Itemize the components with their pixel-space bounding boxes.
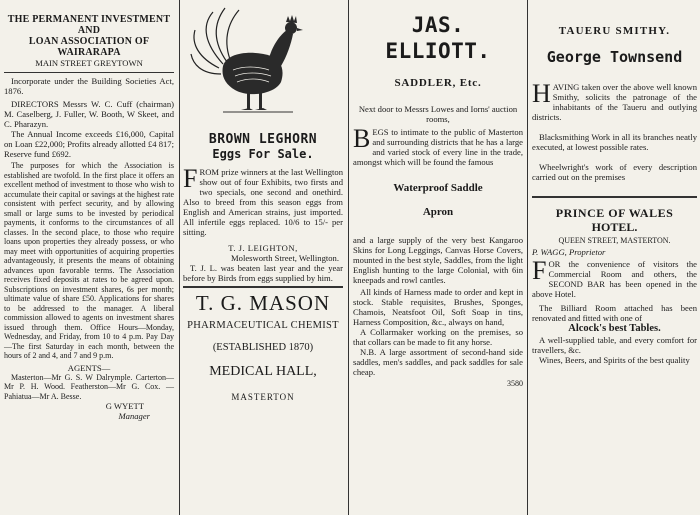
leghorn-title: BROWN LEGHORN xyxy=(208,132,318,147)
saddler-location: Next door to Messrs Lowes and Iorns' auction rooms, xyxy=(358,104,518,124)
hotel-body-4: Wines, Beers, and Spirits of the best quality xyxy=(539,354,690,365)
smithy-body-3: Wheelwright's work of every description carried out on the premises xyxy=(532,162,697,182)
elliott-saddler-ad xyxy=(350,0,526,515)
association-title-line2: LOAN ASSOCIATION OF WAIRARAPA xyxy=(28,36,150,58)
column-rule xyxy=(348,0,349,515)
medical-hall: MEDICAL HALL, xyxy=(209,364,317,379)
association-body: The purposes for which the Association is established are twofold. In the first place it offers an excellent method of investment to those who wish to accumulate their capital or savings at the highest rate consistent with perfect security, and by allowing small or large sums to be invested by periodical payments, it conforms to the circumstances of all classes. In the second place, to those who require loans upon properties they already possess, or who may meet with opportunities of acquiring properties advantageously, it presents the means of obtaining advances upon favorable terms. The Association receives fixed deposits at rates to be agreed upon. Subscriptions on investment shares, 6s per month; ultimate value of share £50. Applications for shares to be addressed to the manager. A liberal commission allowed to agents on investment shares issued through them. Office Hours—Monday, Wednesday, and Friday, from 10 to 4 p.m. Pay Day—The first Saturday in each month, between the hours of 2 and 4, and 7 and 9 p.m. xyxy=(4,161,174,360)
manager-title: Manager xyxy=(118,411,150,421)
rooster-illustration xyxy=(183,4,343,122)
mason-profession: PHARMACEUTICAL CHEMIST xyxy=(187,320,339,331)
agents-list: Masterton—Mr G. S. W Dalrymple. Carterton—Mr P. H. Wood. Featherston—Mr G. Cox. —Pahiatua—Mr A. Besse. xyxy=(4,372,174,401)
leghorn-subtitle: Eggs For Sale. xyxy=(212,147,314,161)
saddler-body-2: All kinds of Harness made to order and kept in stock. Stable requisites, Brushes, Sponges, Chamois, Neatsfoot Oil, Soft Soap in tins, Harness Composition, &c., always on hand, xyxy=(353,287,523,327)
smithy-body-2: Blacksmithing Work in all its branches neatly executed, at lowest possible rates. xyxy=(532,132,697,152)
divider xyxy=(532,196,697,198)
smithy-body-1-text: AVING taken over the above well known Smithy, solicits the patronage of the inhabitants of the Taueru and outlying districts. xyxy=(532,82,697,122)
association-title-line1: THE PERMANENT INVESTMENT AND xyxy=(7,14,171,36)
saddler-body-1: and a large supply of the very best Kangaroo Skins for Long Leggings, Canvas Horse Covers, mounted in the best style, Saddles, from the light English hunting to the large Colonial, with 6in kneepads and rowl cantles. xyxy=(353,235,523,285)
saddle-apron-line2: Apron xyxy=(422,206,454,218)
smithy-body-1 xyxy=(532,79,697,122)
drop-cap: F xyxy=(183,164,198,193)
smithy-owner: George Townsend xyxy=(546,48,683,66)
mason-town: MASTERTON xyxy=(231,392,295,402)
drop-cap: B xyxy=(353,124,371,153)
hotel-body-2: The Billiard Room attached has been renovated and fitted with one of xyxy=(532,302,697,323)
ad-number: 3580 xyxy=(507,379,523,388)
hotel-body-1 xyxy=(532,255,697,299)
investment-association-ad xyxy=(0,0,178,515)
smithy-and-hotel-ads xyxy=(529,0,700,515)
saddler-name: JAS. ELLIOTT. xyxy=(385,13,491,63)
divider xyxy=(4,72,174,73)
hotel-proprietor: P. WAGG, Proprietor xyxy=(532,246,606,257)
leghorn-and-mason-ads xyxy=(180,0,346,515)
saddler-body-3: A Collarmaker working on the premises, so that collars can be made to fit any horse. xyxy=(353,327,523,347)
smithy-heading: TAUERU SMITHY. xyxy=(558,25,671,37)
leghorn-body xyxy=(183,164,343,237)
mason-established: (ESTABLISHED 1870) xyxy=(212,342,314,353)
hotel-body-3: A well-supplied table, and every comfort for travellers, &c. xyxy=(532,334,697,355)
agents-heading: AGENTS— xyxy=(67,362,111,373)
hotel-tables: Alcock's best Tables. xyxy=(568,322,661,334)
income-note: The Annual Income exceeds £16,000, Capital on Loan £22,000; Profits already allotted £4 817; Reserve fund £692. xyxy=(4,129,174,159)
saddler-intro xyxy=(353,124,523,167)
hotel-name-line2: HOTEL. xyxy=(591,220,638,234)
saddler-trade: SADDLER, Etc. xyxy=(394,77,482,89)
drop-cap: F xyxy=(532,255,547,285)
hotel-body-1-text: OR the convenience of visitors the Commercial Room and others, the SECOND BAR has been opened in the above Hotel. xyxy=(532,258,697,299)
mason-name: T. G. MASON xyxy=(195,291,331,315)
leghorn-note: T. J. L. was beaten last year and the year before by Birds from eggs supplied by him. xyxy=(183,263,343,283)
leghorn-body-text: ROM prize winners at the last Wellington show out of four Exhibits, two firsts and two specials, one second and onethird. Also to breed from this season eggs from English and American strains, just imported. All infertile eggs replaced. 10/6 to 15/- per sitting. xyxy=(183,167,343,237)
divider xyxy=(183,286,343,288)
manager-name: G WYETT xyxy=(105,401,144,411)
saddler-body-4: N.B. A large assortment of second-hand side saddles, men's saddles, and pack saddles for sale cheap. xyxy=(353,347,523,377)
column-rule xyxy=(527,0,528,515)
association-address: MAIN STREET GREYTOWN xyxy=(35,58,143,68)
directors-list: DIRECTORS Messrs W. C. Cuff (chairman) M. Caselberg, J. Fuller, W. Booth, W Skeet, and C. Pharazyn. xyxy=(4,99,174,129)
hotel-address: QUEEN STREET, MASTERTON. xyxy=(558,236,671,245)
leghorn-address: Molesworth Street, Wellington. xyxy=(231,253,339,263)
saddle-apron-line1: Waterproof Saddle xyxy=(393,182,483,194)
leghorn-signature: T. J. LEIGHTON, xyxy=(228,243,298,253)
saddler-intro-text: EGS to intimate to the public of Masterton and surrounding districts that he has a large and varied stock of every line in the trade, amongst which will be found the famous xyxy=(353,127,523,167)
incorporation-note: Incorporate under the Building Societies Act, 1876. xyxy=(4,76,174,96)
drop-cap: H xyxy=(532,79,551,108)
hotel-name-line1: PRINCE OF WALES xyxy=(555,206,674,220)
